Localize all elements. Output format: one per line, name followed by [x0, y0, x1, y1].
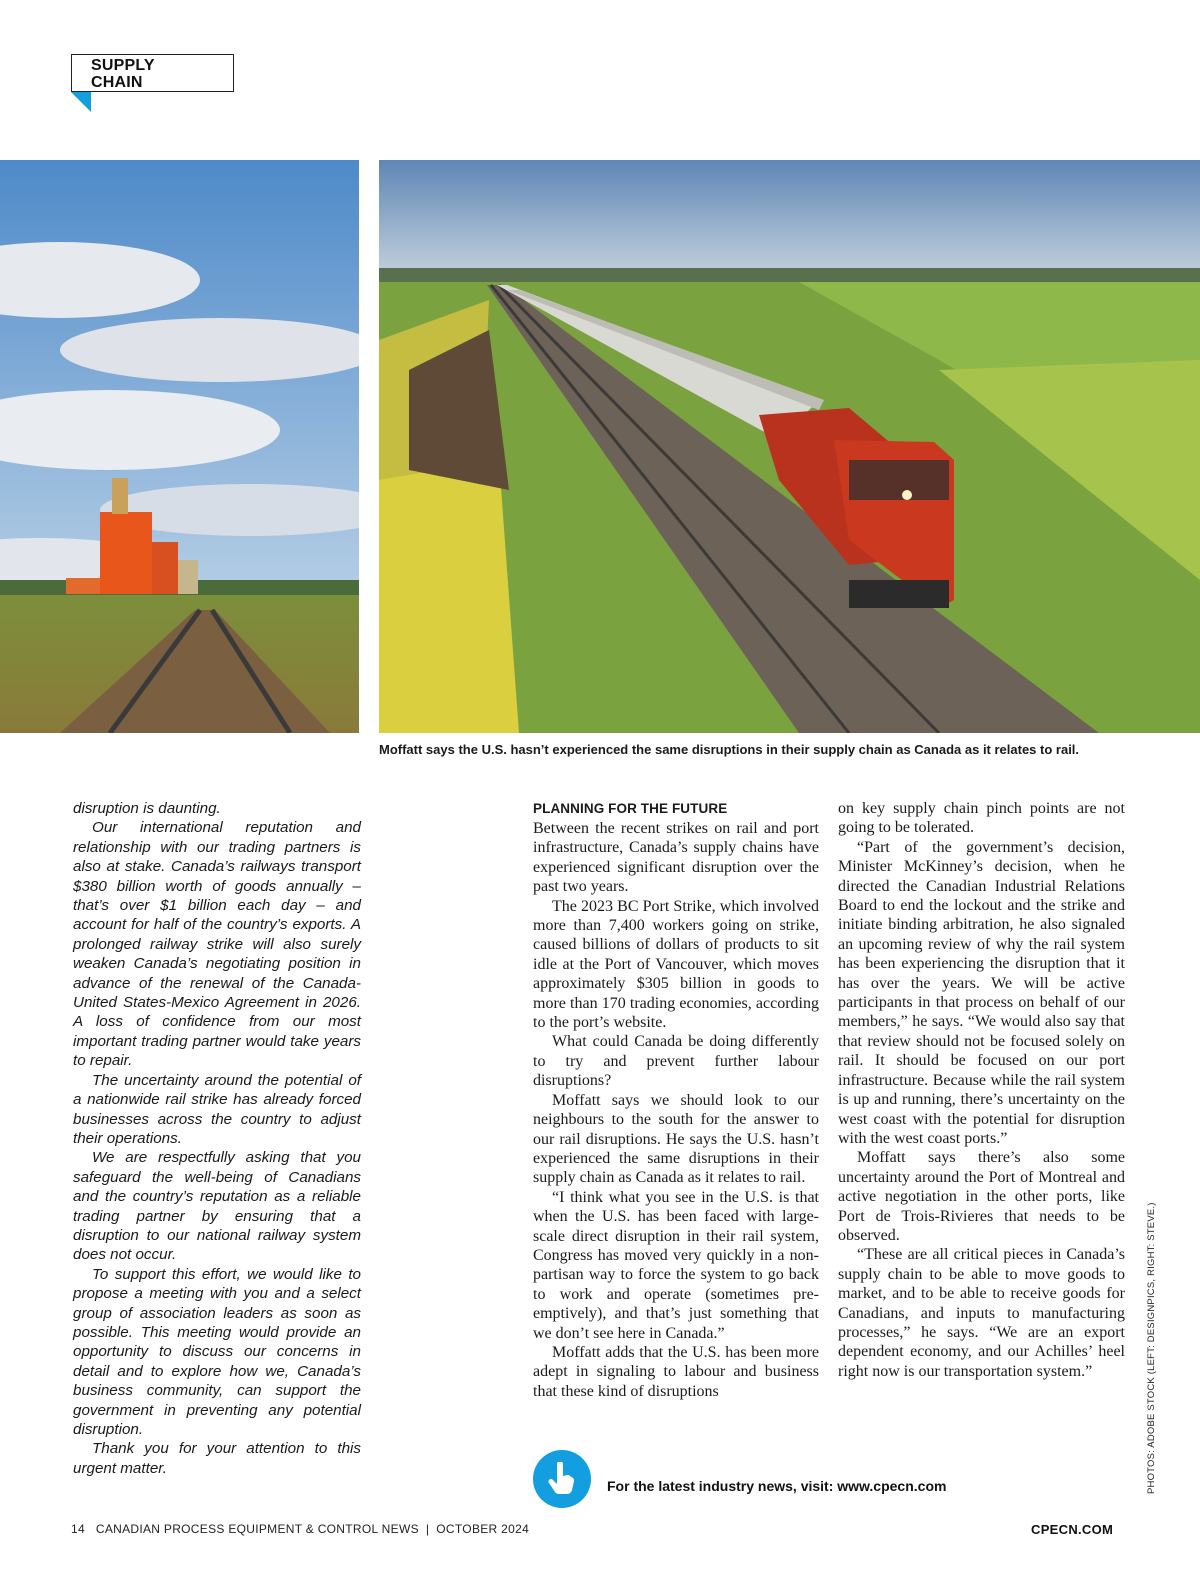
- paragraph: Moffatt adds that the U.S. has been more adept in signaling to labour and business that these kind of disruptions: [533, 1343, 819, 1400]
- paragraph: Thank you for your attention to this urgent matter.: [73, 1440, 361, 1477]
- issue-date: OCTOBER 2024: [436, 1522, 530, 1536]
- grain-elevator-photo: [0, 160, 359, 733]
- photo-caption: Moffatt says the U.S. hasn’t experienced the same disruptions in their supply chain as Canada as it relates to rail.: [379, 742, 1080, 757]
- section-tag-corner-icon: [71, 92, 91, 112]
- site-url[interactable]: CPECN.COM: [1031, 1522, 1114, 1537]
- freight-train-photo: [379, 160, 1200, 733]
- promo-link-button[interactable]: [533, 1450, 591, 1508]
- paragraph: The 2023 BC Port Strike, which involved more than 7,400 workers going on strike, caused billions of dollars of products to sit idle at the Port of Vancouver, which moves approximately $305 billion in goods to more than 170 trading economies, according to the port’s website.: [533, 897, 819, 1032]
- paragraph: Our international reputation and relationship with our trading partners is also at stake. Canada’s railways transport $380 billion worth of goods annually – that’s over $1 billion each day – and account for half of the country’s exports. A prolonged railway strike will also surely weaken Canada’s negotiating position in advance of the renewal of the Canada-United States-Mexico Agreement in 2026. A loss of confidence from our most important trading partner would take years to repair.: [73, 819, 361, 1070]
- paragraph: To support this effort, we would like to propose a meeting with you and a select group of association leaders as soon as possible. This meeting would provide an opportunity to discuss our concerns in detail and to explore how we, Canada’s business community, can support the government in preventing any potential disruption.: [73, 1265, 361, 1438]
- paragraph: What could Canada be doing differently to try and prevent further labour disruptions?: [533, 1033, 819, 1090]
- article-column-3: [838, 799, 1125, 1381]
- paragraph: disruption is daunting.: [73, 800, 221, 817]
- article-column-2: [533, 799, 819, 1401]
- paragraph: Between the recent strikes on rail and port infrastructure, Canada’s supply chains have experienced significant disruption over the past two years.: [533, 820, 819, 896]
- paragraph: The uncertainty around the potential of a nationwide rail strike has already forced businesses across the country to adjust their operations.: [73, 1071, 361, 1147]
- promo-link[interactable]: For the latest industry news, visit: www.cpecn.com: [607, 1478, 947, 1494]
- paragraph: on key supply chain pinch points are not going to be tolerated.: [838, 800, 1125, 837]
- paragraph: “These are all critical pieces in Canada’s supply chain to be able to move goods to market, and to be able to receive goods for Canadians, and inputs to manufacturing processes,” he says. “We are an export dependent economy, and our Achilles’ heel right now is our transportation system.”: [838, 1246, 1125, 1380]
- footer: [71, 1522, 529, 1536]
- paragraph: Moffatt says there’s also some uncertainty around the Port of Montreal and active negotiation in the other ports, like Port de Trois-Rivieres that needs to be observed.: [838, 1149, 1125, 1244]
- paragraph: “I think what you see in the U.S. is that when the U.S. has been faced with large-scale direct disruption in their rail system, Congress has moved very quickly in a non-partisan way to force the system to go back to work and operate (sometimes pre-emptively), and that’s just something that we don’t see here in Canada.”: [533, 1188, 819, 1342]
- photo-credit: PHOTOS: ADOBE STOCK (LEFT: DESIGNPICS, RIGHT: STEVE.): [1146, 1202, 1157, 1494]
- letter-column: [73, 799, 361, 1478]
- pointing-hand-icon: [547, 1462, 577, 1496]
- section-heading: PLANNING FOR THE FUTURE: [533, 801, 728, 816]
- publication-name: CANADIAN PROCESS EQUIPMENT & CONTROL NEWS: [95, 1522, 419, 1536]
- page-number: 14: [71, 1522, 85, 1536]
- paragraph: “Part of the government’s decision, Minister McKinney’s decision, when he directed the Canadian Industrial Relations Board to end the lockout and the strike and initiate binding arbitration, he also signaled an upcoming review of why the rail system has been experiencing the disruption that it has over the years. We will be active participants in that process on behalf of our members,” he says. “We would also say that that review should not be focused solely on rail. It should be focused on our port infrastructure. Because while the rail system is up and running, there’s uncertainty on the west coast with the potential for disruption with the west coast ports.”: [838, 838, 1125, 1147]
- section-tag: SUPPLY CHAIN: [71, 54, 234, 92]
- footer-separator: |: [425, 1522, 430, 1536]
- paragraph: We are respectfully asking that you safeguard the well-being of Canadians and the country’s reputation as a reliable trading partner by ensuring that a disruption to our national railway system does not occur.: [73, 1149, 361, 1264]
- paragraph: Moffatt says we should look to our neighbours to the south for the answer to our rail disruptions. He says the U.S. hasn’t experienced the same disruptions in their supply chain as Canada as it relates to rail.: [533, 1091, 819, 1187]
